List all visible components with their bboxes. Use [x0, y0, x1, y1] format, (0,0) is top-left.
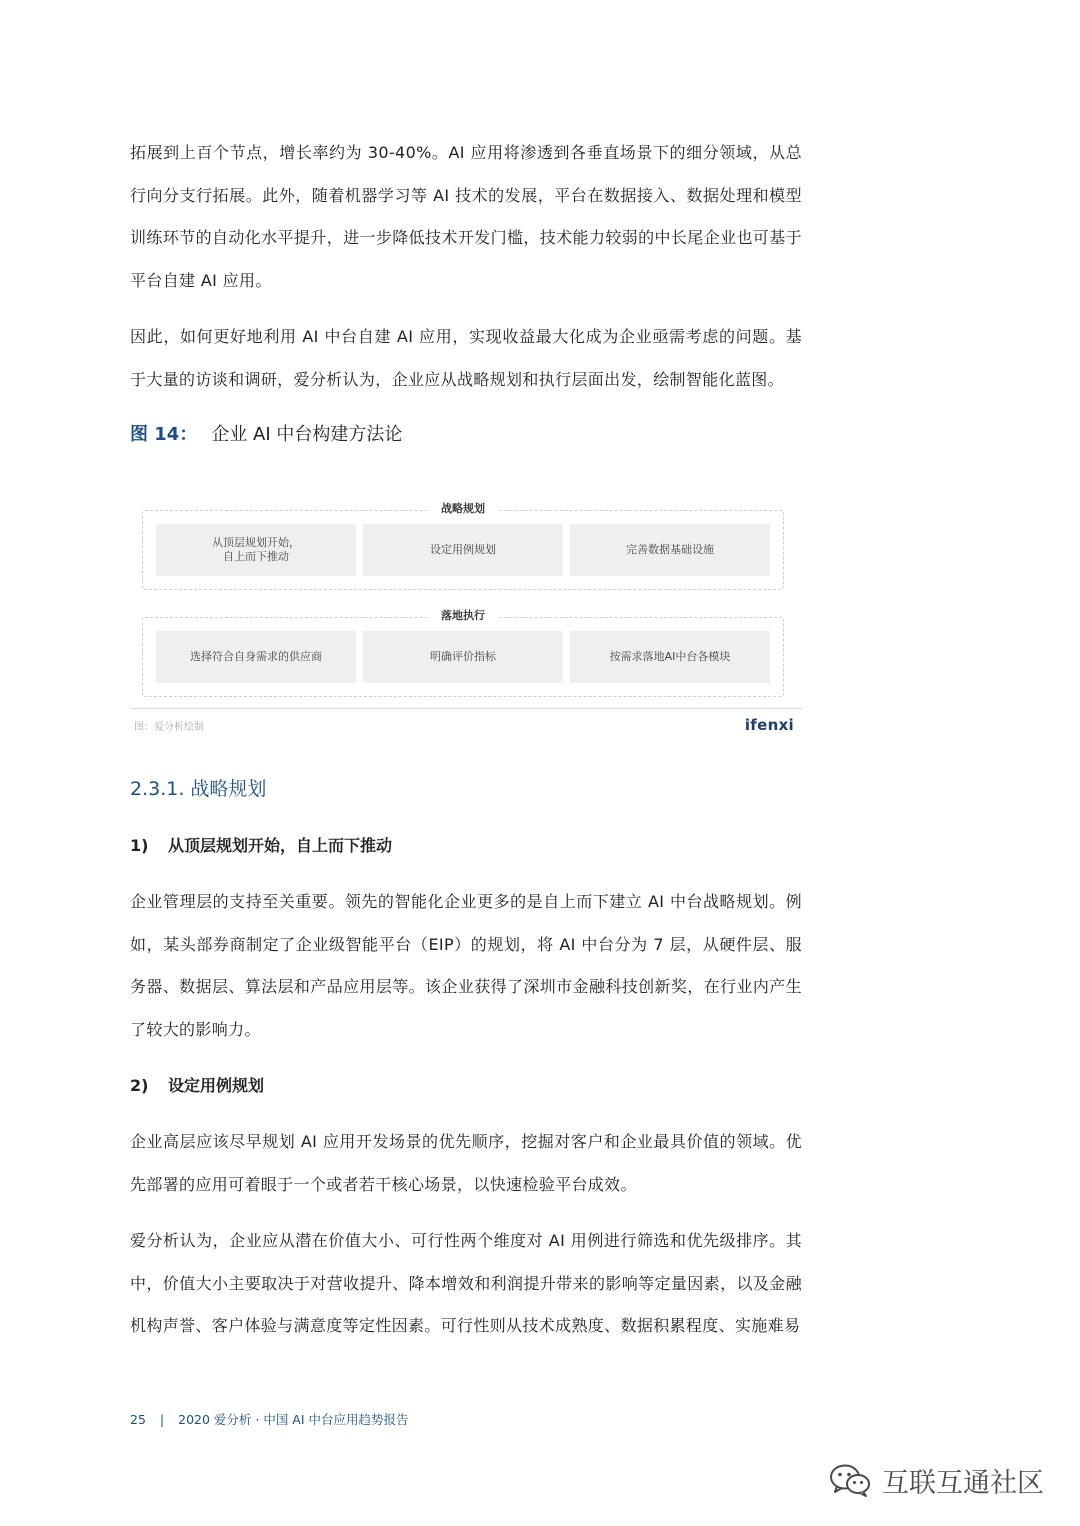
paragraph-5: 爱分析认为，企业应从潜在价值大小、可行性两个维度对 AI 用例进行筛选和优先级排序。其中，价值大小主要取决于对营收提升、降本增效和利润提升带来的影响等定量因素，以及金融机构声誉、客户体验与满意度等定性因素。可行性则从技术成熟度、数据积累程度、实施难易: [130, 1231, 802, 1335]
paragraph-3: 企业管理层的支持至关重要。领先的智能化企业更多的是自上而下建立 AI 中台战略规划。例如，某头部券商制定了企业级智能平台（EIP）的规划，将 AI 中台分为 7 层，从硬件层、服务器、数据层、算法层和产品应用层等。该企业获得了深圳市金融科技创新奖，在行业内产生了较大的影响力。: [130, 892, 802, 1039]
diagram-cell: 明确评价指标: [363, 631, 563, 683]
subheading-index: 2): [130, 1076, 149, 1095]
methodology-diagram: [130, 480, 802, 740]
subheading-title: 从顶层规划开始，自上而下推动: [168, 836, 393, 855]
ifenxi-logo: ifenxi: [744, 716, 794, 734]
paragraph-2: 因此，如何更好地利用 AI 中台自建 AI 应用，实现收益最大化成为企业亟需考虑的问题。基于大量的访谈和调研，爱分析认为，企业应从战略规划和执行层面出发，绘制智能化蓝图。: [130, 327, 802, 389]
diagram-cell: 按需求落地AI中台各模块: [570, 631, 770, 683]
page-footer: [130, 1410, 409, 1430]
wechat-icon: [828, 1462, 872, 1498]
figure-source: 图：爱分析绘制: [134, 722, 204, 733]
figure-title: 企业 AI 中台构建方法论: [211, 424, 403, 445]
group-label-strategy: 战略规划: [427, 501, 499, 517]
diagram-cell: 完善数据基础设施: [570, 524, 770, 576]
figure-caption: [130, 420, 402, 450]
subheading-index: 1): [130, 836, 149, 855]
diagram-cell: 设定用例规划: [363, 524, 563, 576]
footer-separator: |: [159, 1412, 165, 1427]
watermark-text: 互联互通社区: [882, 1467, 1044, 1499]
report-title: 2020 爱分析 · 中国 AI 中台应用趋势报告: [178, 1412, 409, 1427]
diagram-cell: 选择符合自身需求的供应商: [156, 631, 356, 683]
watermark: [828, 1460, 1044, 1500]
group-label-execution: 落地执行: [427, 608, 499, 624]
paragraph-4: 企业高层应该尽早规划 AI 应用开发场景的优先顺序，挖掘对客户和企业最具价值的领域。优先部署的应用可着眼于一个或者若干核心场景，以快速检验平台成效。: [130, 1132, 802, 1194]
page-number: 25: [130, 1412, 146, 1427]
figure-divider: [130, 708, 802, 709]
subheading-title: 设定用例规划: [168, 1076, 265, 1095]
strategy-planning-group: [142, 502, 784, 590]
paragraph-1: 拓展到上百个节点，增长率约为 30-40%。AI 应用将渗透到各垂直场景下的细分领域，从总行向分支行拓展。此外，随着机器学习等 AI 技术的发展，平台在数据接入、数据处理和模型训练环节的自动化水平提升，进一步降低技术开发门槛，技术能力较弱的中长尾企业也可基于平台自建 AI 应用。: [130, 143, 802, 290]
figure-number: 图 14：: [130, 424, 198, 445]
execution-group: [142, 609, 784, 697]
diagram-cell: 从顶层规划开始， 自上而下推动: [156, 524, 356, 576]
section-heading: 2.3.1. 战略规划: [130, 778, 267, 800]
subheading-1: [130, 833, 392, 859]
subheading-2: [130, 1073, 264, 1099]
